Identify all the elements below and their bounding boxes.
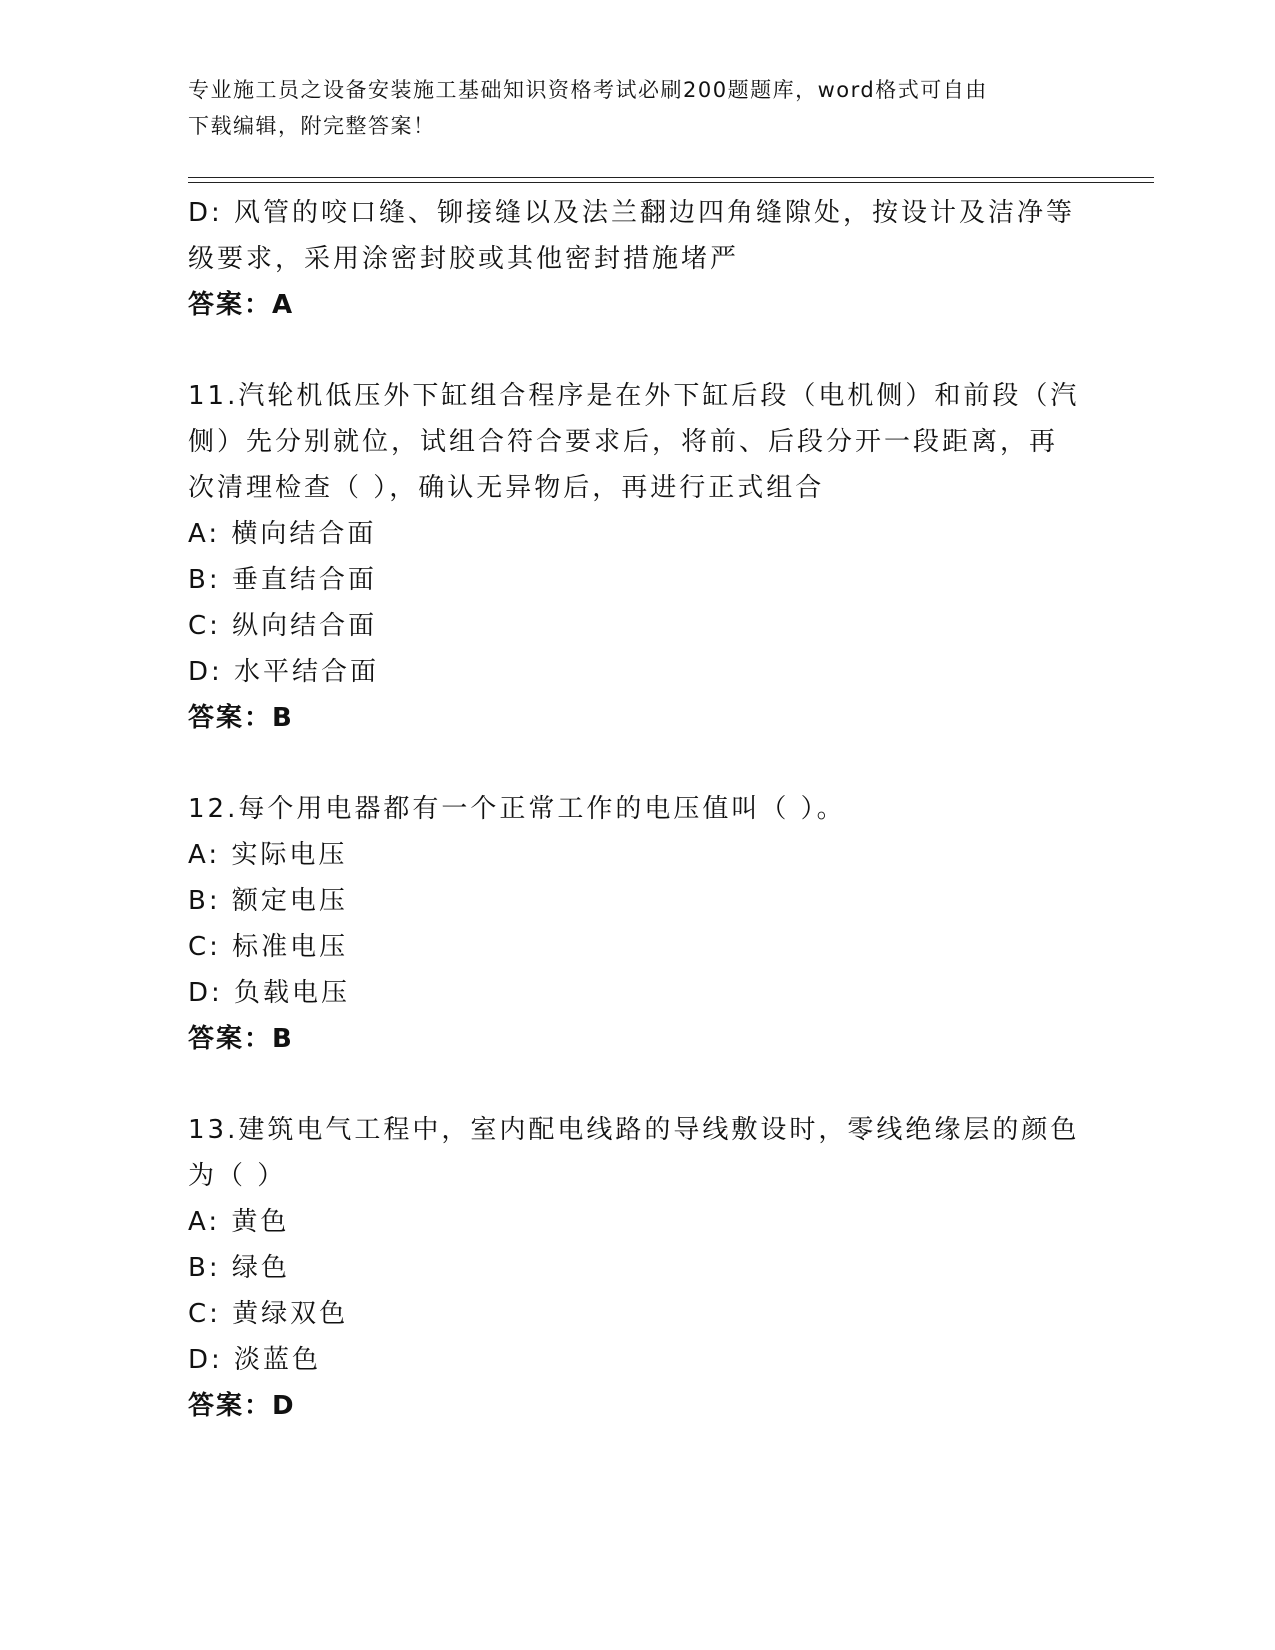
question-13-option-c: C: 黄绿双色 [188,1299,349,1329]
header-line-2: 下载编辑，附完整答案！ [188,114,436,138]
question-10-continuation [188,190,1088,328]
question-11-option-b: B: 垂直结合面 [188,565,377,595]
document-header [188,72,1088,144]
question-11 [188,373,1088,741]
question-13-option-d: D: 淡蓝色 [188,1345,322,1375]
answer-11: 答案：B [188,703,294,733]
question-12-stem-line-1: 12.每个用电器都有一个正常工作的电压值叫（ ）。 [188,794,846,824]
header-line-1: 专业施工员之设备安装施工基础知识资格考试必刷200题题库，word格式可自由 [188,78,988,102]
question-13-option-b: B: 绿色 [188,1253,290,1283]
header-rule-bottom [188,182,1154,183]
question-13-stem-line-2: 为（ ） [188,1161,287,1191]
answer-12: 答案：B [188,1024,294,1054]
answer-10: 答案：A [188,290,295,320]
header-rule-top [188,177,1154,178]
question-11-stem-line-1: 11.汽轮机低压外下缸组合程序是在外下缸后段（电机侧）和前段（汽 [188,381,1080,411]
question-12-option-c: C: 标准电压 [188,932,349,962]
question-11-option-a: A: 横向结合面 [188,519,377,549]
question-12-option-b: B: 额定电压 [188,886,348,916]
answer-13: 答案：D [188,1391,296,1421]
question-12-option-d: D: 负载电压 [188,978,351,1008]
question-13-option-a: A: 黄色 [188,1207,290,1237]
question-11-option-d: D: 水平结合面 [188,657,380,687]
question-12 [188,786,1088,1062]
question-11-stem-line-2: 侧）先分别就位，试组合符合要求后，将前、后段分开一段距离，再 [188,427,1059,457]
option-d-line-2: 级要求，采用涂密封胶或其他密封措施堵严 [188,244,740,274]
document-body [188,190,1088,1429]
question-13-stem-line-1: 13.建筑电气工程中，室内配电线路的导线敷设时，零线绝缘层的颜色 [188,1115,1080,1145]
question-11-stem-line-3: 次清理检查（ ），确认无异物后，再进行正式组合 [188,473,825,503]
option-d-line-1: D: 风管的咬口缝、铆接缝以及法兰翻边四角缝隙处，按设计及洁净等 [188,198,1076,228]
question-11-option-c: C: 纵向结合面 [188,611,378,641]
question-12-option-a: A: 实际电压 [188,840,348,870]
question-13 [188,1107,1088,1429]
